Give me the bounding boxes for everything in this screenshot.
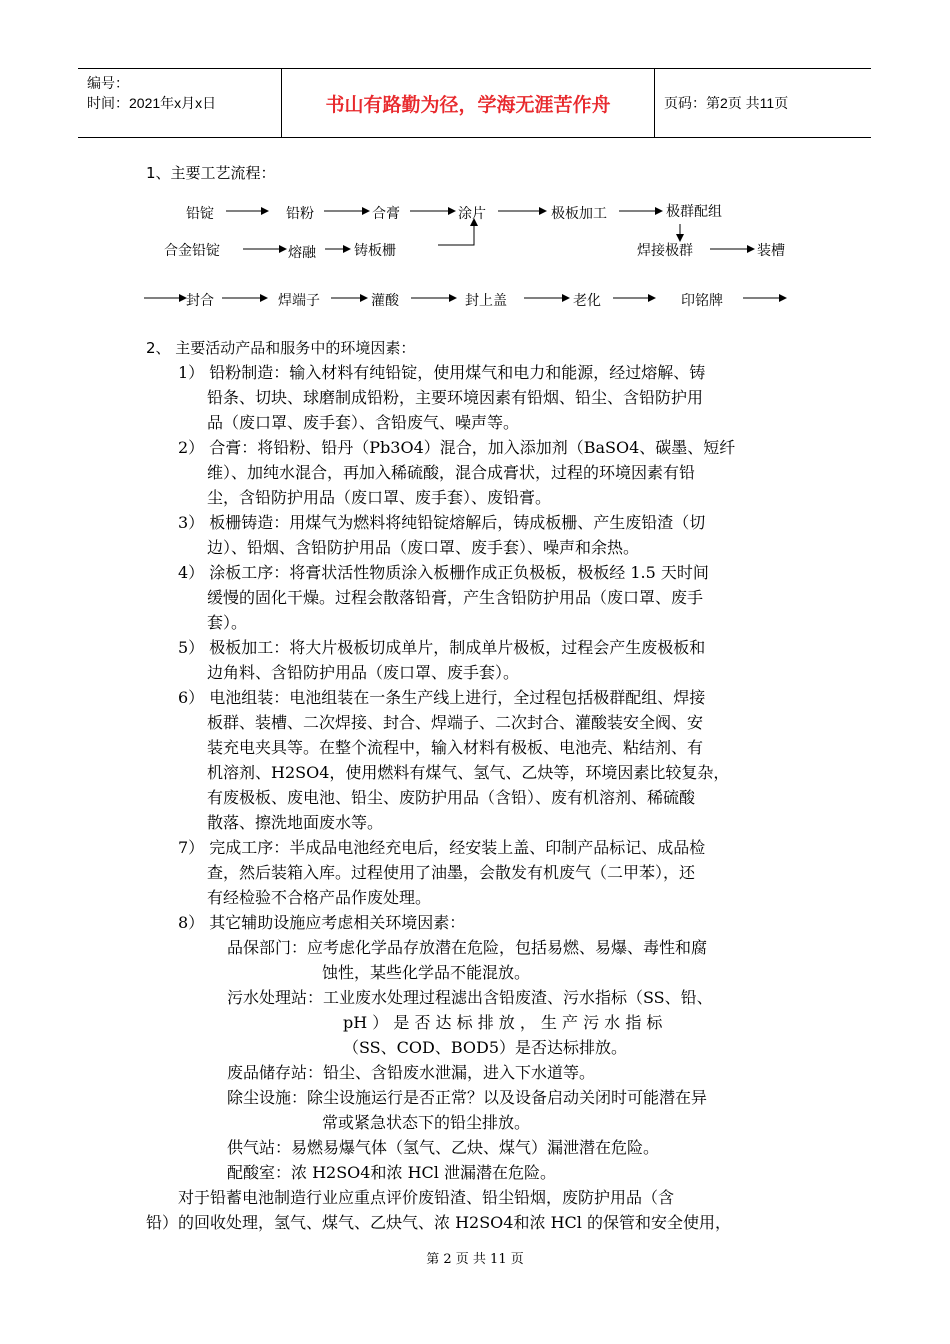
body-line: 品（废口罩、废手套）、含铅废气、噪声等。 bbox=[207, 413, 520, 432]
page-footer: 第 2 页 共 11 页 bbox=[426, 1252, 524, 1267]
body-line: 供气站：易燃易爆气体（氢气、乙炔、煤气）漏泄潜在危险。 bbox=[227, 1138, 660, 1157]
body-line: 4） 涂板工序：将膏状活性物质涂入板栅作成正负极板，极板经 1.5 天时间 bbox=[178, 563, 709, 582]
flow-node-alloy-ingot: 合金铅锭 bbox=[164, 243, 220, 259]
body-line: 6） 电池组装：电池组装在一条生产线上进行，全过程包括极群配组、焊接 bbox=[178, 688, 706, 707]
body-line: 套）。 bbox=[207, 613, 248, 632]
body-line: 板群、装槽、二次焊接、封合、焊端子、二次封合、灌酸装安全阀、安 bbox=[207, 713, 704, 732]
flow-node-melting: 熔融 bbox=[288, 245, 316, 261]
header-motto: 书山有路勤为径，学海无涯苦作舟 bbox=[282, 69, 655, 137]
flow-node-group-welding: 焊接极群 bbox=[637, 243, 693, 259]
body-line: 散落、擦洗地面废水等。 bbox=[207, 813, 384, 832]
flow-node-group-assembly: 极群配组 bbox=[666, 204, 722, 220]
flow-node-casing: 装槽 bbox=[757, 243, 785, 259]
header-page-label: 页码：第2页 共11页 bbox=[664, 95, 789, 111]
body-line: pH ） 是 否 达 标 排 放 ， 生 产 污 水 指 标 bbox=[343, 1013, 663, 1032]
body-line: 污水处理站：工业废水处理过程滤出含铅废渣、污水指标（SS、铅、 bbox=[227, 988, 713, 1007]
flow-node-nameplate: 印铭牌 bbox=[681, 293, 723, 309]
flow-node-pasting: 涂片 bbox=[458, 206, 486, 222]
flow-node-sealing: 封合 bbox=[186, 293, 214, 309]
body-line: 有废极板、废电池、铅尘、废防护用品（含铅）、废有机溶剂、稀硫酸 bbox=[207, 788, 696, 807]
flow-node-lead-powder: 铅粉 bbox=[286, 206, 314, 222]
body-line: 1） 铅粉制造：输入材料有纯铅锭，使用煤气和电力和能源，经过熔解、铸 bbox=[178, 363, 706, 382]
flow-node-aging: 老化 bbox=[573, 293, 601, 309]
body-line: 2） 合膏：将铅粉、铅丹（Pb3O4）混合，加入添加剂（BaSO4、碳墨、短纤 bbox=[178, 438, 736, 457]
body-line: 缓慢的固化干燥。过程会散落铅膏，产生含铅防护用品（废口罩、废手 bbox=[207, 588, 704, 607]
flow-node-plate-processing: 极板加工 bbox=[551, 206, 607, 222]
section1-title: 1、主要工艺流程： bbox=[146, 164, 276, 182]
body-line: 废品储存站：铅尘、含铅废水泄漏，进入下水道等。 bbox=[227, 1063, 596, 1082]
body-line: 尘，含铅防护用品（废口罩、废手套）、废铅膏。 bbox=[207, 488, 552, 507]
body-line: 对于铅蓄电池制造行业应重点评价废铅渣、铅尘铅烟，废防护用品（含 bbox=[178, 1188, 675, 1207]
body-line: 7） 完成工序：半成品电池经充电后，经安装上盖、印制产品标记、成品检 bbox=[178, 838, 706, 857]
number-label: 编号： bbox=[87, 75, 129, 91]
flow-node-lid-sealing: 封上盖 bbox=[465, 293, 507, 309]
flow-node-grid-casting: 铸板栅 bbox=[354, 243, 396, 259]
body-line: 有经检验不合格产品作废处理。 bbox=[207, 888, 432, 907]
body-line: 5） 极板加工：将大片极板切成单片，制成单片极板，过程会产生废极板和 bbox=[178, 638, 706, 657]
flow-node-paste-mix: 合膏 bbox=[372, 206, 400, 222]
flow-node-acid-filling: 灌酸 bbox=[371, 293, 399, 309]
body-line: 装充电夹具等。在整个流程中，输入材料有极板、电池壳、粘结剂、有 bbox=[207, 738, 704, 757]
process-flow-arrows bbox=[0, 0, 950, 340]
body-line: 配酸室：浓 H2SO4和浓 HCl 泄漏潜在危险。 bbox=[227, 1163, 556, 1182]
body-line: 查，然后装箱入库。过程使用了油墨，会散发有机废气（二甲苯），还 bbox=[207, 863, 696, 882]
section2-title: 2、 主要活动产品和服务中的环境因素： bbox=[146, 339, 416, 357]
body-line: 除尘设施：除尘设施运行是否正常？以及设备启动关闭时可能潜在异 bbox=[227, 1088, 708, 1107]
body-line: 8） 其它辅助设施应考虑相关环境因素： bbox=[178, 913, 466, 932]
body-line: 常或紧急状态下的铅尘排放。 bbox=[322, 1113, 531, 1132]
body-line: （SS、COD、BOD5）是否达标排放。 bbox=[343, 1038, 628, 1057]
flow-node-lead-ingot: 铅锭 bbox=[186, 206, 214, 222]
body-line: 蚀性，某些化学品不能混放。 bbox=[322, 963, 531, 982]
body-line: 品保部门：应考虑化学品存放潜在危险，包括易燃、易爆、毒性和腐 bbox=[227, 938, 708, 957]
time-label: 时间：2021年x月x日 bbox=[87, 95, 217, 111]
body-line: 机溶剂、H2SO4，使用燃料有煤气、氢气、乙炔等，环境因素比较复杂， bbox=[207, 763, 730, 782]
body-line: 铅）的回收处理，氢气、煤气、乙炔气、浓 H2SO4和浓 HCl 的保管和安全使用， bbox=[146, 1213, 731, 1232]
body-line: 边）、铅烟、含铅防护用品（废口罩、废手套）、噪声和余热。 bbox=[207, 538, 640, 557]
body-line: 边角料、含铅防护用品（废口罩、废手套）。 bbox=[207, 663, 520, 682]
body-line: 维）、加纯水混合，再加入稀硫酸，混合成膏状，过程的环境因素有铅 bbox=[207, 463, 696, 482]
body-line: 3） 板栅铸造：用煤气为燃料将纯铅锭熔解后，铸成板栅、产生废铅渣（切 bbox=[178, 513, 706, 532]
flow-node-terminal-welding: 焊端子 bbox=[278, 293, 320, 309]
body-line: 铅条、切块、球磨制成铅粉，主要环境因素有铅烟、铅尘、含铅防护用 bbox=[207, 388, 704, 407]
